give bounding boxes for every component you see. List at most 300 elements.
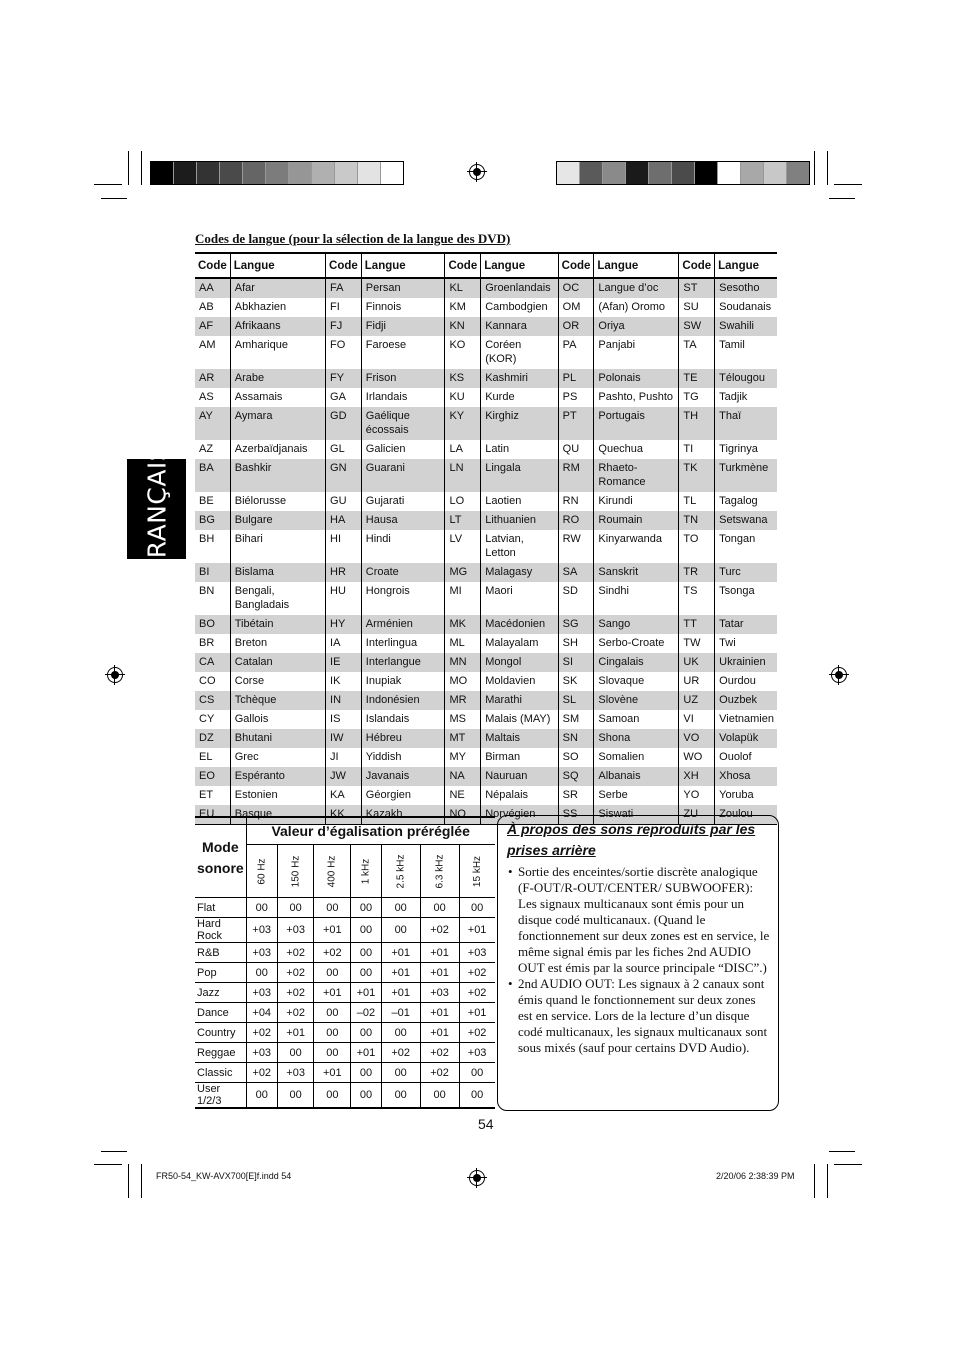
table-row: [195, 298, 777, 317]
language-code: CO: [199, 675, 216, 687]
language-name: Nauruan: [481, 767, 558, 786]
language-name: Kannara: [481, 317, 558, 336]
language-name: Quechua: [594, 440, 679, 459]
language-code: FO: [326, 336, 362, 369]
eq-value: +03: [246, 1043, 277, 1063]
frequency-header: [314, 845, 351, 898]
language-name: Soudanais: [715, 298, 777, 317]
table-row: [195, 407, 777, 440]
language-name: Tigrinya: [715, 440, 777, 459]
language-name: Volapük: [715, 729, 777, 748]
language-code: EU: [195, 805, 230, 825]
language-code: TE: [679, 369, 715, 388]
language-name: Estonien: [230, 786, 325, 805]
language-name: Breton: [230, 634, 325, 653]
eq-value: +01: [459, 918, 495, 943]
color-swatch: [174, 162, 197, 184]
language-name: Cingalais: [594, 653, 679, 672]
list-item-text: Sortie des enceintes/sortie discrète analogique (F-OUT/R-OUT/CENTER/ SUBWOOFER): Les signaux multicanaux sont émis pour un disque codé multicanaux. (Quand le fonctionnement sur deux zones est en service, le même signal émis par les fiches 2nd AUDIO OUT est émis par la source principale “DISC”.): [518, 864, 770, 975]
language-code: KL: [445, 278, 481, 298]
language-code: BO: [195, 615, 230, 634]
language-name: Kurde: [481, 388, 558, 407]
language-name: Slovaque: [594, 672, 679, 691]
language-name: Tamil: [715, 336, 777, 369]
eq-value: 00: [314, 1043, 351, 1063]
language-name: Malagasy: [481, 563, 558, 582]
eq-row: [195, 1043, 495, 1063]
language-code: HR: [326, 563, 362, 582]
eq-value: –01: [381, 1003, 420, 1023]
eq-value: 00: [314, 898, 351, 918]
eq-value: +03: [277, 1063, 314, 1083]
language-code: AM: [199, 339, 216, 351]
language-name: Arménien: [361, 615, 445, 634]
language-code: TG: [679, 388, 715, 407]
crop-mark: [128, 151, 129, 185]
language-code: QU: [558, 440, 594, 459]
crop-mark: [141, 151, 142, 185]
language-code: TA: [679, 336, 715, 369]
eq-value: +01: [277, 1023, 314, 1043]
language-code: SI: [558, 653, 594, 672]
language-code: KA: [326, 786, 362, 805]
sound-mode: Classic: [195, 1063, 246, 1083]
language-name: Croate: [361, 563, 445, 582]
eq-row: [195, 1023, 495, 1043]
language-header: Langue: [361, 253, 445, 278]
eq-value: 00: [277, 1083, 314, 1109]
language-name: Turkmène: [715, 459, 777, 492]
crop-mark: [834, 1164, 862, 1165]
table-row: [195, 748, 777, 767]
frequency-label: 400 Hz: [326, 855, 338, 888]
language-name: Interlangue: [361, 653, 445, 672]
language-name: Portugais: [594, 407, 679, 440]
crop-mark: [814, 151, 815, 185]
language-codes-title: Codes de langue (pour la sélection de la langue des DVD): [195, 231, 511, 246]
eq-value: +01: [314, 983, 351, 1003]
language-code: AF: [195, 317, 230, 336]
language-code: TT: [679, 615, 715, 634]
language-name: Thaï: [715, 407, 777, 440]
language-code: NE: [445, 786, 481, 805]
color-swatch: [220, 162, 243, 184]
table-row: [195, 634, 777, 653]
language-name: Persan: [361, 278, 445, 298]
eq-value: +04: [246, 1003, 277, 1023]
language-name: Yoruba: [715, 786, 777, 805]
eq-row: [195, 1063, 495, 1083]
language-name: Oriya: [594, 317, 679, 336]
crop-mark: [94, 1164, 122, 1165]
language-code: KO: [445, 336, 481, 369]
language-name: Marathi: [481, 691, 558, 710]
language-code: VI: [679, 710, 715, 729]
language-code: UK: [679, 653, 715, 672]
language-name: Tchèque: [230, 691, 325, 710]
language-code: HI: [326, 530, 362, 563]
language-code: LO: [445, 492, 481, 511]
frequency-label: 150 Hz: [290, 855, 302, 888]
language-name: Faroese: [361, 336, 445, 369]
frequency-label: 6.3 kHz: [434, 854, 446, 889]
eq-value: +01: [351, 983, 382, 1003]
language-name: Hongrois: [361, 582, 445, 615]
color-swatch: [557, 162, 580, 184]
language-code: KN: [445, 317, 481, 336]
language-code: BG: [195, 511, 230, 530]
language-name: Albanais: [594, 767, 679, 786]
language-name: Ourdou: [715, 672, 777, 691]
language-name: Ouzbek: [715, 691, 777, 710]
language-code: CY: [199, 713, 215, 725]
color-swatch: [266, 162, 289, 184]
language-name: Kashmiri: [481, 369, 558, 388]
language-name: Afar: [230, 278, 325, 298]
language-name: Aymara: [230, 407, 325, 440]
frequency-header: [381, 845, 420, 898]
color-swatch: [289, 162, 312, 184]
crop-mark: [94, 184, 122, 185]
language-code: TL: [679, 492, 715, 511]
language-name: Bengali, Bangladais: [230, 582, 325, 615]
language-code: GD: [326, 407, 362, 440]
bullet: •: [508, 976, 513, 991]
language-name: Frison: [361, 369, 445, 388]
language-name: Twi: [715, 634, 777, 653]
language-name: Ouolof: [715, 748, 777, 767]
language-code: SQ: [558, 767, 594, 786]
language-name: Mongol: [481, 653, 558, 672]
language-name: Catalan: [230, 653, 325, 672]
language-name: Malayalam: [481, 634, 558, 653]
language-name: Hébreu: [361, 729, 445, 748]
table-row: [195, 336, 777, 369]
crop-mark: [829, 1151, 855, 1152]
language-code: UZ: [679, 691, 715, 710]
table-row: [195, 317, 777, 336]
language-code: MK: [445, 615, 481, 634]
language-code: XH: [679, 767, 715, 786]
table-row: [195, 691, 777, 710]
eq-value: –02: [351, 1003, 382, 1023]
language-code: MT: [445, 729, 481, 748]
eq-header-row: [195, 817, 495, 845]
sound-mode: Flat: [195, 898, 246, 918]
registration-mark-icon: [831, 667, 847, 683]
language-tab: [127, 444, 186, 574]
language-name: Hindi: [361, 530, 445, 563]
language-code: ZU: [679, 805, 715, 825]
table-row: [195, 530, 777, 563]
language-code: MS: [445, 710, 481, 729]
eq-value: 00: [351, 1063, 382, 1083]
language-code: MG: [445, 563, 481, 582]
color-swatch: [672, 162, 695, 184]
frequency-header: [459, 845, 495, 898]
sound-mode: User 1/2/3: [195, 1083, 246, 1109]
language-code: IE: [326, 653, 362, 672]
eq-row: [195, 898, 495, 918]
color-swatch: [197, 162, 220, 184]
language-code: TW: [679, 634, 715, 653]
eq-value: +01: [351, 1043, 382, 1063]
language-name: Lingala: [481, 459, 558, 492]
eq-value: +02: [420, 918, 459, 943]
language-name: Cambodgien: [481, 298, 558, 317]
language-code: EO: [195, 767, 230, 786]
crop-mark: [141, 1164, 142, 1198]
language-code: OC: [558, 278, 594, 298]
language-header: Langue: [715, 253, 777, 278]
language-code: TK: [679, 459, 715, 492]
eq-value: +03: [420, 983, 459, 1003]
language-name: Groenlandais: [481, 278, 558, 298]
language-name: Serbe: [594, 786, 679, 805]
eq-row: [195, 918, 495, 943]
language-code: SA: [558, 563, 594, 582]
language-code: TO: [679, 530, 715, 563]
footer-timestamp: 2/20/06 2:38:39 PM: [716, 1171, 795, 1181]
table-row: [195, 563, 777, 582]
color-swatch: [787, 162, 809, 184]
language-code: AY: [195, 407, 230, 440]
language-name: Tibétain: [230, 615, 325, 634]
crop-mark: [827, 1164, 828, 1198]
language-name: Kirghiz: [481, 407, 558, 440]
language-name: Maltais: [481, 729, 558, 748]
table-row: [195, 767, 777, 786]
language-name: Coréen (KOR): [481, 336, 558, 369]
table-row: [195, 615, 777, 634]
eq-value: 00: [351, 898, 382, 918]
language-tab-label: FRANÇAIS: [142, 444, 171, 574]
language-name: Basque: [230, 805, 325, 825]
language-name: Indonésien: [361, 691, 445, 710]
frequency-label: 2.5 kHz: [395, 854, 407, 889]
bullet: •: [508, 864, 513, 879]
language-code: LT: [445, 511, 481, 530]
frequency-header: [420, 845, 459, 898]
language-name: Bhutani: [230, 729, 325, 748]
language-code: OR: [558, 317, 594, 336]
language-name: Javanais: [361, 767, 445, 786]
language-code: NA: [445, 767, 481, 786]
color-swatch: [741, 162, 764, 184]
eq-value: +01: [420, 1023, 459, 1043]
language-name: Moldavien: [481, 672, 558, 691]
info-list: [508, 864, 771, 1056]
language-name: Azerbaïdjanais: [230, 440, 325, 459]
language-header: Langue: [481, 253, 558, 278]
eq-value: 00: [351, 943, 382, 963]
language-name: Islandais: [361, 710, 445, 729]
table-row: [195, 459, 777, 492]
language-code: SW: [679, 317, 715, 336]
table-row: [195, 369, 777, 388]
language-code: ML: [445, 634, 481, 653]
language-name: Birman: [481, 748, 558, 767]
color-swatch: [243, 162, 266, 184]
language-code: RM: [558, 459, 594, 492]
language-code: AA: [195, 278, 230, 298]
language-code: SK: [558, 672, 594, 691]
table-row: [195, 582, 777, 615]
language-name: Grec: [230, 748, 325, 767]
eq-value: 00: [381, 1063, 420, 1083]
sound-mode: Pop: [195, 963, 246, 983]
language-name: Pashto, Pushto: [594, 388, 679, 407]
language-name: Bislama: [230, 563, 325, 582]
language-name: Norvégien: [481, 805, 558, 825]
language-code: SR: [558, 786, 594, 805]
language-name: Kazakh: [361, 805, 445, 825]
language-name: Samoan: [594, 710, 679, 729]
language-code: KM: [445, 298, 481, 317]
eq-value: +01: [381, 983, 420, 1003]
eq-value: +01: [381, 963, 420, 983]
language-code: PT: [558, 407, 594, 440]
registration-mark-icon: [469, 1170, 485, 1186]
language-name: Latin: [481, 440, 558, 459]
eq-preset-table: [195, 816, 495, 1109]
language-code: KY: [445, 407, 481, 440]
list-item-text: 2nd AUDIO OUT: Les signaux à 2 canaux sont émis quand le fonctionnement sur deux zones est en service. Lors de la lecture d’un disque codé multicanaux, les signaux multicanaux sont sous mixés (sauf pour certains DVD Audio).: [518, 976, 768, 1055]
table-row: [195, 710, 777, 729]
language-code: JI: [326, 748, 362, 767]
language-code: ET: [199, 789, 214, 801]
language-name: Macédonien: [481, 615, 558, 634]
frequency-label: 1 kHz: [360, 858, 372, 885]
eq-value: 00: [381, 918, 420, 943]
eq-value: +03: [459, 943, 495, 963]
eq-value: 00: [381, 898, 420, 918]
language-name: Bihari: [230, 530, 325, 563]
language-code: KK: [326, 805, 362, 825]
language-code: IK: [326, 672, 362, 691]
language-name: Sindhi: [594, 582, 679, 615]
eq-value: +02: [459, 1023, 495, 1043]
language-code: NO: [445, 805, 481, 825]
eq-value: 00: [420, 898, 459, 918]
language-name: Sanskrit: [594, 563, 679, 582]
eq-value: +02: [277, 983, 314, 1003]
table-row: [195, 492, 777, 511]
language-name: Tongan: [715, 530, 777, 563]
language-code: RW: [558, 530, 594, 563]
color-swatch: [312, 162, 335, 184]
language-code: SO: [558, 748, 594, 767]
language-code: HA: [326, 511, 362, 530]
language-code: CS: [195, 691, 230, 710]
eq-value: +02: [459, 983, 495, 1003]
language-code: UR: [679, 672, 715, 691]
eq-row: [195, 1003, 495, 1023]
language-code: IA: [326, 634, 362, 653]
eq-value: 00: [459, 1083, 495, 1109]
color-swatch: [695, 162, 718, 184]
color-swatch: [151, 162, 174, 184]
language-code: EL: [199, 751, 213, 763]
language-name: Bulgare: [230, 511, 325, 530]
eq-value: +02: [420, 1043, 459, 1063]
language-name: Assamais: [230, 388, 325, 407]
language-name: Kinyarwanda: [594, 530, 679, 563]
language-name: Irlandais: [361, 388, 445, 407]
language-name: Bashkir: [230, 459, 325, 492]
code-header: Code: [195, 253, 230, 278]
language-code: PS: [558, 388, 594, 407]
language-code: WO: [679, 748, 715, 767]
crop-mark: [101, 1151, 127, 1152]
language-code: BH: [199, 533, 215, 545]
language-name: Guarani: [361, 459, 445, 492]
eq-value: +03: [459, 1043, 495, 1063]
language-code: AZ: [199, 443, 214, 455]
language-code: BI: [195, 563, 230, 582]
language-name: Polonais: [594, 369, 679, 388]
language-code: SM: [558, 710, 594, 729]
language-code: TH: [679, 407, 715, 440]
eq-value: +01: [420, 1003, 459, 1023]
color-bar-left: [150, 161, 404, 185]
language-code: KU: [445, 388, 481, 407]
language-name: Panjabi: [594, 336, 679, 369]
registration-mark-icon: [469, 164, 485, 180]
sound-mode: Hard Rock: [195, 918, 246, 943]
eq-value: 00: [459, 898, 495, 918]
eq-row: [195, 1083, 495, 1109]
language-code: PA: [558, 336, 594, 369]
language-name: Inupiak: [361, 672, 445, 691]
code-header: Code: [558, 253, 594, 278]
language-header: Langue: [594, 253, 679, 278]
eq-value: +01: [314, 1063, 351, 1083]
crop-mark: [834, 184, 862, 185]
mode-header: Mode sonore: [195, 817, 246, 898]
language-code: FA: [326, 278, 362, 298]
eq-value: +02: [277, 943, 314, 963]
table-row: [195, 440, 777, 459]
language-code: AB: [199, 301, 214, 313]
eq-value: +01: [420, 963, 459, 983]
crop-mark: [829, 198, 855, 199]
eq-header: Valeur d’égalisation préréglée: [246, 817, 495, 845]
crop-mark: [814, 1164, 815, 1198]
color-swatch: [335, 162, 358, 184]
language-code: MR: [445, 691, 481, 710]
eq-row: [195, 963, 495, 983]
language-name: Langue d’oc: [594, 278, 679, 298]
language-code: MN: [445, 653, 481, 672]
language-code: LA: [445, 440, 481, 459]
language-name: Siswati: [594, 805, 679, 825]
table-row: [195, 786, 777, 805]
language-code: OM: [558, 298, 594, 317]
eq-row: [195, 983, 495, 1003]
table-header-row: [195, 253, 777, 278]
page-number: 54: [478, 1116, 494, 1132]
eq-value: +01: [459, 1003, 495, 1023]
language-name: Sango: [594, 615, 679, 634]
eq-value: 00: [351, 1023, 382, 1043]
language-name: Laotien: [481, 492, 558, 511]
language-name: Tsonga: [715, 582, 777, 615]
language-name: Gallois: [230, 710, 325, 729]
table-row: [195, 729, 777, 748]
language-code: HU: [326, 582, 362, 615]
language-name: Fidji: [361, 317, 445, 336]
